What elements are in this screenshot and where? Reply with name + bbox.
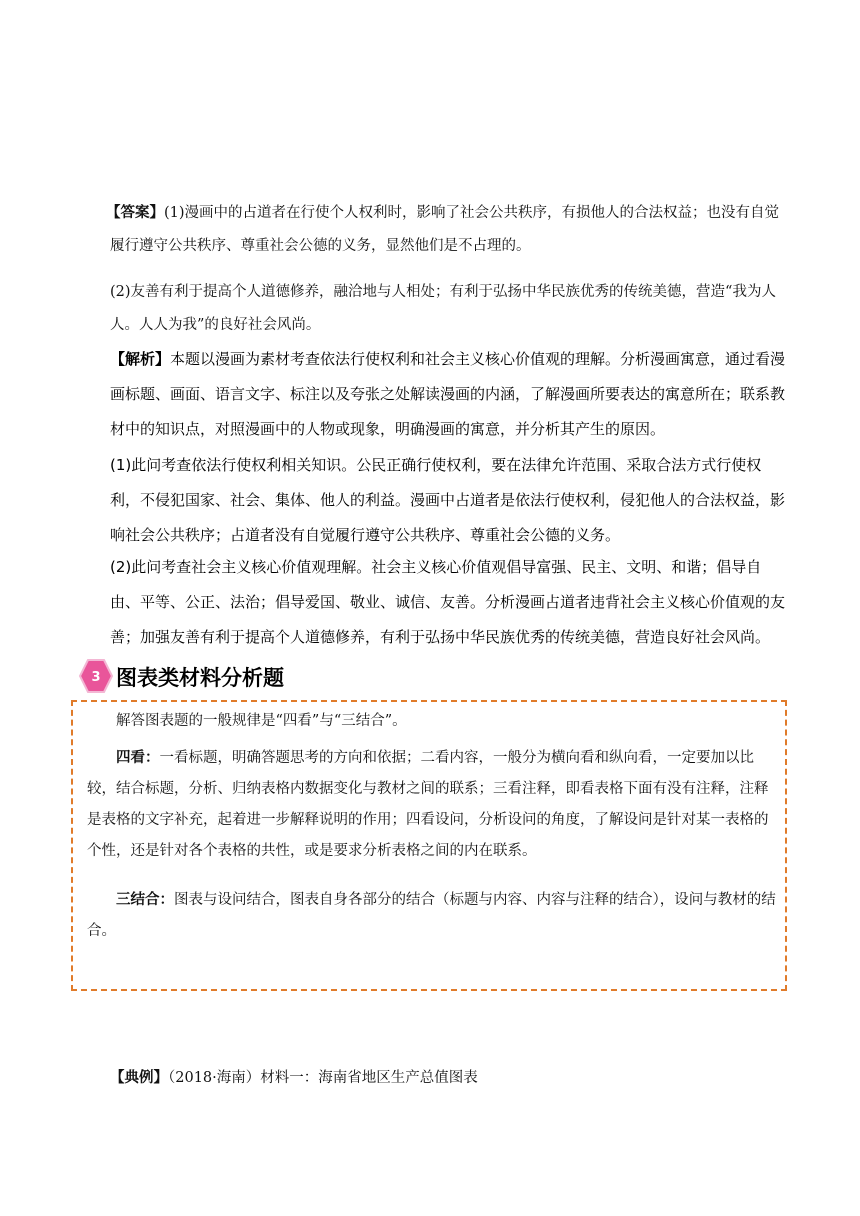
section-title: 图表类材料分析题 xyxy=(116,666,284,690)
answer-text-1: (1)漫画中的占道者在行使个人权利时，影响了社会公共秩序，有损他人的合法权益；也没有自觉履行遵守公共秩序、尊重社会公德的义务，显然他们是不占理的。 xyxy=(110,205,780,254)
box-four-looks xyxy=(87,742,777,867)
three-combos-label: 三结合： xyxy=(116,891,174,908)
example-label: 【典例】 xyxy=(110,1069,168,1086)
four-looks-text: 一看标题，明确答题思考的方向和依据；二看内容，一般分为横向看和纵向看，一定要加以比较，结合标题，分析、归纳表格内数据变化与教材之间的联系；三看注释，即看表格下面有没有注释，注释是表格的文字补充，起着进一步解释说明的作用；四看设问，分析设问的角度，了解设问是针对某一表格的个性，还是针对各个表格的共性，或是要求分析表格之间的内在联系。 xyxy=(87,750,769,859)
example-line xyxy=(110,1066,478,1087)
three-combos-text: 图表与设问结合，图表自身各部分的结合（标题与内容、内容与注释的结合），设问与教材的结合。 xyxy=(87,892,776,939)
four-looks-label: 四看： xyxy=(116,749,160,766)
answer-text-2: (2)友善有利于提高个人道德修养，融洽地与人相处；有利于弘扬中华民族优秀的传统美德，营造“我为人人。人人为我”的良好社会风尚。 xyxy=(110,284,776,333)
method-box xyxy=(71,700,787,991)
box-three-combos xyxy=(87,884,777,947)
analysis-paragraph-2 xyxy=(110,448,790,553)
analysis-text-1: 本题以漫画为素材考查依法行使权利和社会主义核心价值观的理解。分析漫画寓意，通过看漫画标题、画面、语言文字、标注以及夸张之处解读漫画的内涵，了解漫画所要表达的寓意所在；联系教材中的知识点，对照漫画中的人物或现象，明确漫画的寓意，并分析其产生的原因。 xyxy=(110,350,786,438)
hexagon-number-icon xyxy=(78,658,114,694)
answer-paragraph-2 xyxy=(110,276,790,342)
box-intro: 解答图表题的一般规律是“四看”与“三结合”。 xyxy=(116,713,407,729)
example-text: （2018·海南）材料一：海南省地区生产总值图表 xyxy=(168,1070,478,1086)
analysis-paragraph-3 xyxy=(110,550,790,655)
section-heading xyxy=(78,658,678,696)
answer-paragraph-1 xyxy=(106,196,790,263)
analysis-label: 【解析】 xyxy=(110,350,171,368)
analysis-paragraph-1 xyxy=(110,342,790,447)
answer-label: 【答案】 xyxy=(106,204,164,221)
section-number: 3 xyxy=(91,670,101,685)
analysis-text-3: (2)此问考查社会主义核心价值观理解。社会主义核心价值观倡导富强、民主、文明、和谐；倡导自由、平等、公正、法治；倡导爱国、敬业、诚信、友善。分析漫画占道者违背社会主义核心价值观的友善；加强友善有利于提高个人道德修养，有利于弘扬中华民族优秀的传统美德，营造良好社会风尚。 xyxy=(110,558,786,646)
analysis-text-2: (1)此问考查依法行使权利相关知识。公民正确行使权利，要在法律允许范围、采取合法方式行使权利，不侵犯国家、社会、集体、他人的利益。漫画中占道者是依法行使权利，侵犯他人的合法权益，影响社会公共秩序；占道者没有自觉履行遵守公共秩序、尊重社会公德的义务。 xyxy=(110,456,786,544)
